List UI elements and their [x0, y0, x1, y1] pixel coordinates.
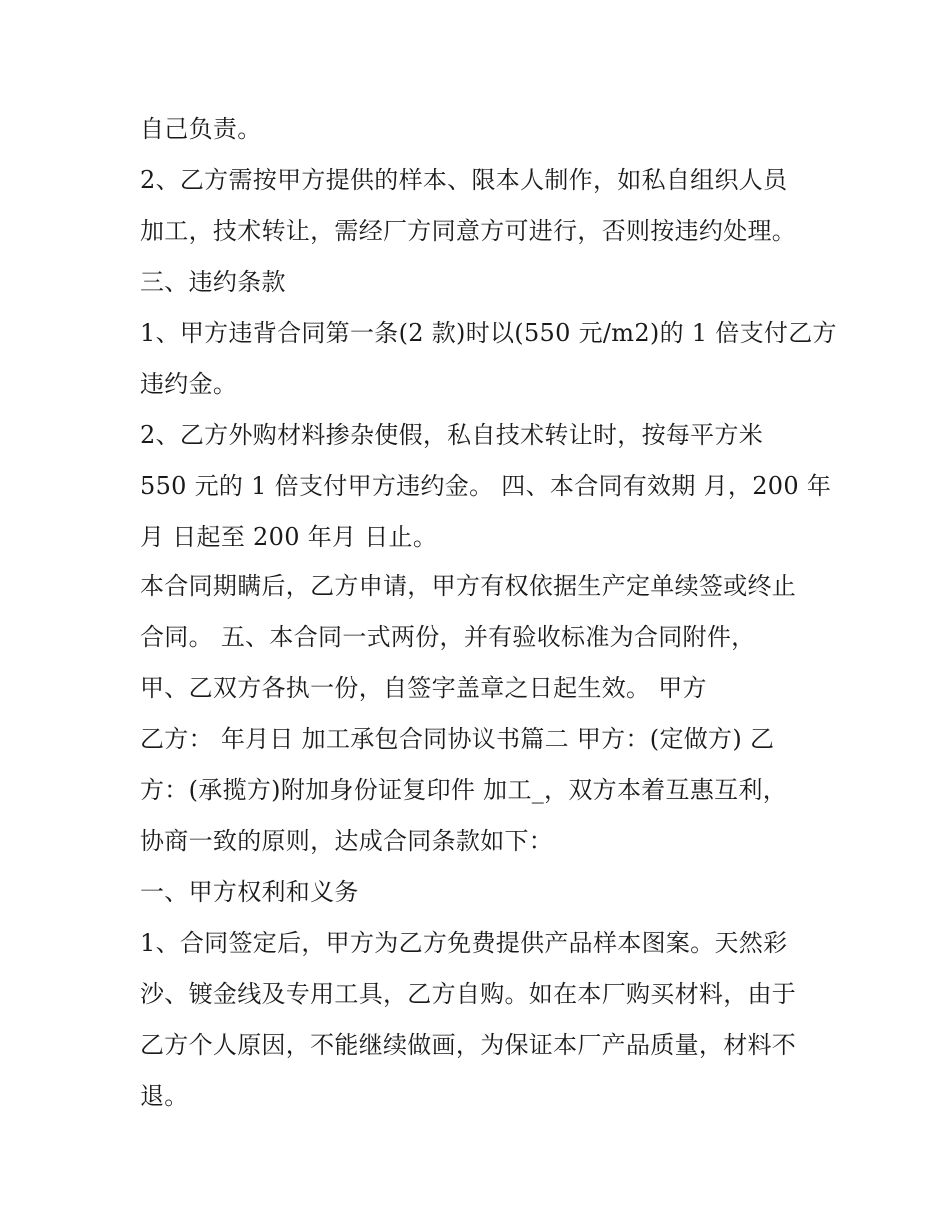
- text-line: 合同。 五、本合同一式两份，并有验收标准为合同附件，: [140, 623, 756, 651]
- section-heading: 三、违约条款: [140, 268, 286, 296]
- text-line: 退。: [140, 1082, 189, 1110]
- text-line: 本合同期瞒后，乙方申请，甲方有权依据生产定单续签或终止: [140, 572, 797, 600]
- text-line: 1、甲方违背合同第一条(2 款)时以(550 元/m2)的 1 倍支付乙方: [140, 319, 837, 347]
- text-line: 协商一致的原则，达成合同条款如下：: [140, 827, 554, 855]
- text-line: 自己负责。: [140, 115, 262, 143]
- text-line: 乙方： 年月日 加工承包合同协议书篇二 甲方：(定做方) 乙: [140, 725, 775, 753]
- text-line: 加工，技术转让，需经厂方同意方可进行，否则按违约处理。: [140, 217, 797, 245]
- text-line: 月 日起至 200 年月 日止。: [140, 523, 438, 551]
- text-line: 方：(承揽方)附加身份证复印件 加工_，双方本着互惠互利，: [140, 776, 788, 804]
- text-line: 沙、镀金线及专用工具，乙方自购。如在本厂购买材料，由于: [140, 980, 797, 1008]
- text-line: 2、乙方需按甲方提供的样本、限本人制作，如私自组织人员: [140, 166, 788, 194]
- text-line: 2、乙方外购材料掺杂使假，私自技术转让时，按每平方米: [140, 421, 764, 449]
- text-line: 乙方个人原因，不能继续做画，为保证本厂产品质量，材料不: [140, 1031, 797, 1059]
- text-line: 违约金。: [140, 370, 238, 398]
- text-line: 1、合同签定后，甲方为乙方免费提供产品样本图案。天然彩: [140, 929, 788, 957]
- section-heading: 一、甲方权利和义务: [140, 878, 359, 906]
- text-line: 550 元的 1 倍支付甲方违约金。 四、本合同有效期 月，200 年: [140, 472, 832, 500]
- text-line: 甲、乙双方各执一份，自签字盖章之日起生效。 甲方: [140, 674, 707, 702]
